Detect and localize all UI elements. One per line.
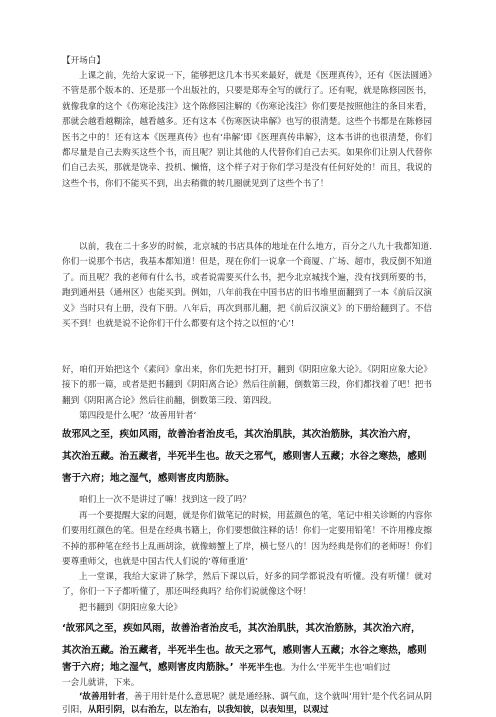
quote2-line-3 <box>62 660 432 676</box>
paragraph-notes: 再一个要提醒大家的问题，就是你们做笔记的时候，用蓝颜色的笔，笔记中相关诊断的内容你们要用红颜色的笔。但是在经典书籍上，你们要想做注释的话！你们一定要用铅笔！不许用橡皮擦不掉的那种笔在经书上乱画胡涂，就像螃蟹上了岸，横七竖八的！因为经典是你们的老师呀！你们要尊重师父，也就是中国古代人们说的‘尊师重道’ <box>62 511 432 568</box>
paragraph-pulse: 上一堂课，我给大家讲了脉学，然后下课以后，好多的同学都说没有听懂。没有听懂！就对了，你们一下子都听懂了，那还叫经典吗？给你们说就像这个呀！ <box>62 572 432 598</box>
paragraph-later: 一会儿就讲，下来。 <box>62 678 140 688</box>
quote2-tail: 。为什么‘半死半生也’咱们过 <box>282 663 391 673</box>
needle-bold-2: 从阳引阴，以右治左，以左治右，以我知彼，以表知里，以观过 <box>87 705 329 715</box>
section-heading: 【开场白】 <box>62 56 105 66</box>
paragraph-fourth-section: 第四段是什么呢？‘故善用针者’ <box>79 411 197 421</box>
paragraph-found: 咱们上一次不是讲过了嘛！找到这一段了吗？ <box>79 495 251 505</box>
paragraph-needle <box>62 691 432 717</box>
quote-line-3: 害于六府；地之湿气，感则害皮肉筋脉。 <box>62 473 235 484</box>
paragraph-bookstore: 以前，我在二十多岁的时候，北京城的书店具体的地址在什么地方，百分之八九十我都知道.你们一说那个书店，我基本都知道！但是，现在你们一说拿一个商厦、广场、超市，我反倒不知道了。而且呢？我的老师有什么书，或者说需要买什么书，把今北京城找个遍，没有找到所要的书，跑到通州县（通州区）也能买到。例如，八年前我在中国书店的旧书堆里面翻到了一本《前后汉演义》当时只有上册，没有下册。八年后，再次到那儿翻，把《前后汉演义》的下册给翻到了。不信买不到！也就是说不论你们干什么都要有这个持之以恒的‘心’! <box>62 242 432 330</box>
needle-text-1: ，善于用针是什么意思呢？就是通经脉、调气血，这个就叫‘用针’ <box>125 692 372 702</box>
quote2-tail-bold: 半死半生也 <box>239 663 282 673</box>
quote-line-1: 故邪风之至，疾如风雨，故善治者治皮毛，其次治肌肤，其次治筋脉，其次治六府， <box>62 429 417 440</box>
needle-bold-1: ‘故善用针者 <box>79 692 126 702</box>
quote2-line-1: ‘故邪风之至，疾如风雨，故善治者治皮毛，其次治肌肤，其次治筋脉，其次治六府， <box>62 623 421 634</box>
needle-text-2: 是个代名词从阴引阳， <box>62 692 432 715</box>
paragraph-open-book: 好，咱们开始把这个《素问》拿出来，你们先把书打开，翻到《阴阳应象大论》。《阴阳应象大论》接下的那一篇，或者是把书翻到《阴阳离合论》然后往前翻，倒数第三段，你们都找着了吧！把书翻到《阴阳离合论》然后往前翻，倒数第三段、第四段。 <box>62 365 432 406</box>
quote-line-2: 其次治五藏。治五藏者，半死半生也。故天之邪气，感则害人五藏；水谷之寒热，感则 <box>62 451 427 462</box>
quote2-line-2: 其次治五藏。治五藏者，半死半生也。故天之邪气，感则害人五藏；水谷之寒热，感则 <box>62 645 427 656</box>
paragraph-intro: 上课之前，先给大家说一下，能够把这几本书买来最好，就是《医理真传》，还有《医法圆通》不管是那个版本的、还是那一个出版社的，只要是郑寿全写的就行了。还有呢，就是陈修园医书，就像我拿的这个《伤寒论浅注》这个陈修园注解的《伤寒论浅注》你们要是按照他注的条目来看，那就会越看越糊涂，越看越多。还有这本《伤寒医诀串解》也写的很清楚。这些个书都是在陈修园医书之中的！还有这本《医理真传》也有‘串解’即《医理真传串解》，这本书讲的也很清楚，你们都尽量是自己去购买这些个书，而且呢？别让其他的人代替你们自己去买。如果你们让别人代替你们自己去买，那就是饶幸、投机、懒惰，这个样子对于你们学习是没有任何好处的！而且，我说的这些个书，你们不能买不到，出去稍微的转几圈就见到了这些个书了！ <box>62 71 432 189</box>
paragraph-turn-to: 把书翻到《阴阳应象大论》 <box>79 603 183 613</box>
quote2-last-bold: 害于六府；地之湿气，感则害皮肉筋脉。’ <box>62 662 234 673</box>
